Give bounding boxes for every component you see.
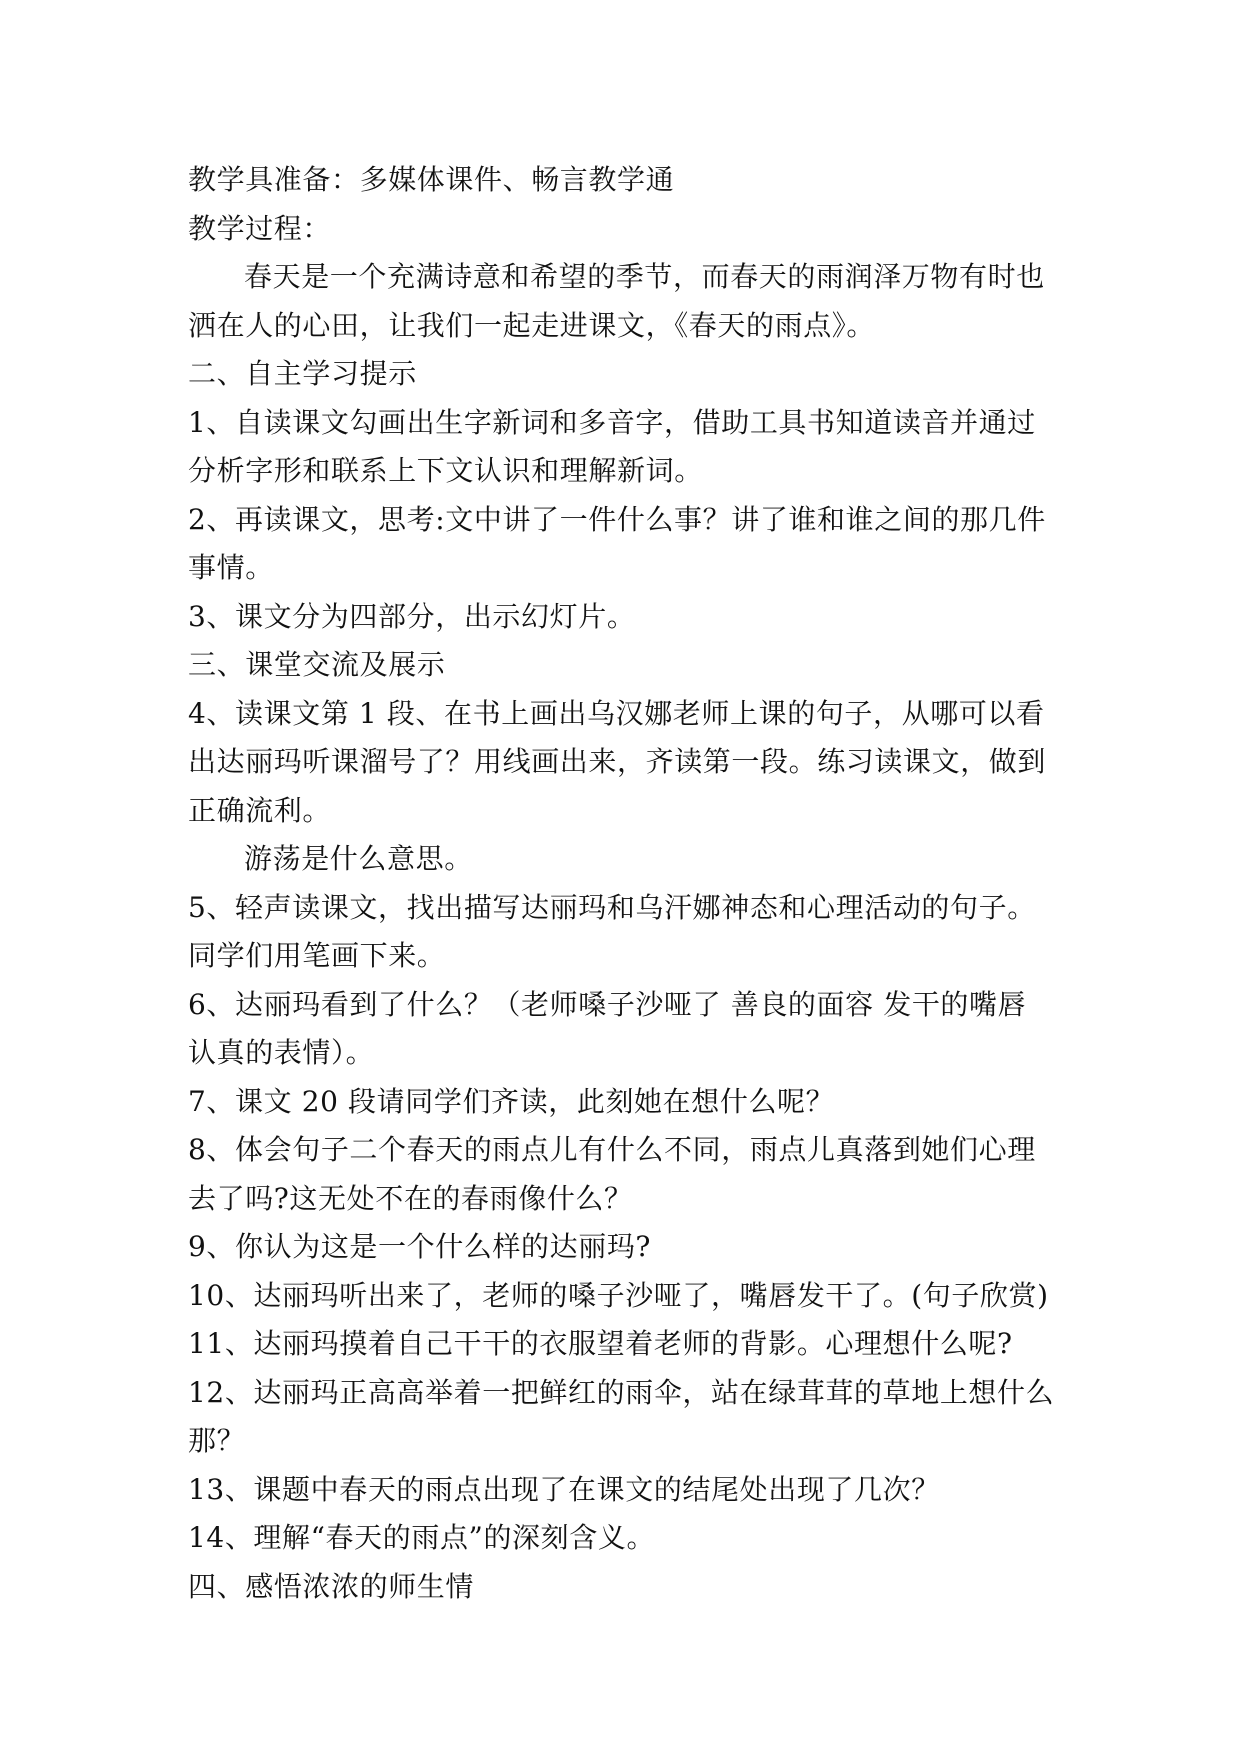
text-line: 游荡是什么意思。 <box>244 842 473 875</box>
text-line: 9、你认为这是一个什么样的达丽玛? <box>188 1230 652 1263</box>
text-line: 教学具准备：多媒体课件、畅言教学通 <box>188 163 675 196</box>
text-line: 出达丽玛听课溜号了？用线画出来，齐读第一段。练习读课文，做到 <box>188 745 1047 778</box>
text-line: 8、体会句子二个春天的雨点儿有什么不同，雨点儿真落到她们心理 <box>188 1133 1036 1166</box>
text-line: 教学过程： <box>188 211 332 245</box>
text-line: 事情。 <box>188 551 274 584</box>
text-line: 3、课文分为四部分，出示幻灯片。 <box>188 599 636 633</box>
section-heading: 四、感悟浓浓的师生情 <box>188 1569 475 1603</box>
text-line: 14、理解“春天的雨点”的深刻含义。 <box>188 1521 656 1554</box>
document-body <box>188 156 1068 1611</box>
section-heading: 三、课堂交流及展示 <box>188 648 446 681</box>
text-line: 5、轻声读课文，找出描写达丽玛和乌汗娜神态和心理活动的句子。 <box>188 890 1036 924</box>
text-line: 1、自读课文勾画出生字新词和多音字，借助工具书知道读音并通过 <box>188 405 1036 439</box>
text-line: 4、读课文第 1 段、在书上画出乌汉娜老师上课的句子，从哪可以看 <box>188 696 1045 730</box>
text-line: 11、达丽玛摸着自己干干的衣服望着老师的背影。心理想什么呢? <box>188 1327 1013 1360</box>
text-line: 去了吗?这无处不在的春雨像什么？ <box>188 1181 633 1215</box>
text-line: 2、再读课文，思考:文中讲了一件什么事？讲了谁和谁之间的那几件 <box>188 502 1046 536</box>
text-line: 7、课文 20 段请同学们齐读，此刻她在想什么呢？ <box>188 1084 835 1118</box>
text-line: 10、达丽玛听出来了，老师的嗓子沙哑了，嘴唇发干了。(句子欣赏) <box>188 1278 1049 1312</box>
text-line: 6、达丽玛看到了什么？（老师嗓子沙哑了 善良的面容 发干的嘴唇 <box>188 987 1027 1021</box>
text-line: 洒在人的心田，让我们一起走进课文，《春天的雨点》。 <box>188 308 876 342</box>
text-line: 认真的表情）。 <box>188 1036 375 1069</box>
text-line: 那？ <box>188 1424 246 1457</box>
text-line: 分析字形和联系上下文认识和理解新词。 <box>188 454 703 487</box>
text-line: 正确流利。 <box>188 793 332 827</box>
section-heading: 二、自主学习提示 <box>188 357 417 390</box>
text-line: 12、达丽玛正高高举着一把鲜红的雨伞，站在绿茸茸的草地上想什么 <box>188 1375 1055 1409</box>
text-line: 13、课题中春天的雨点出现了在课文的结尾处出现了几次？ <box>188 1472 940 1506</box>
text-line: 春天是一个充满诗意和希望的季节，而春天的雨润泽万物有时也 <box>244 260 1045 293</box>
text-line: 同学们用笔画下来。 <box>188 939 446 972</box>
